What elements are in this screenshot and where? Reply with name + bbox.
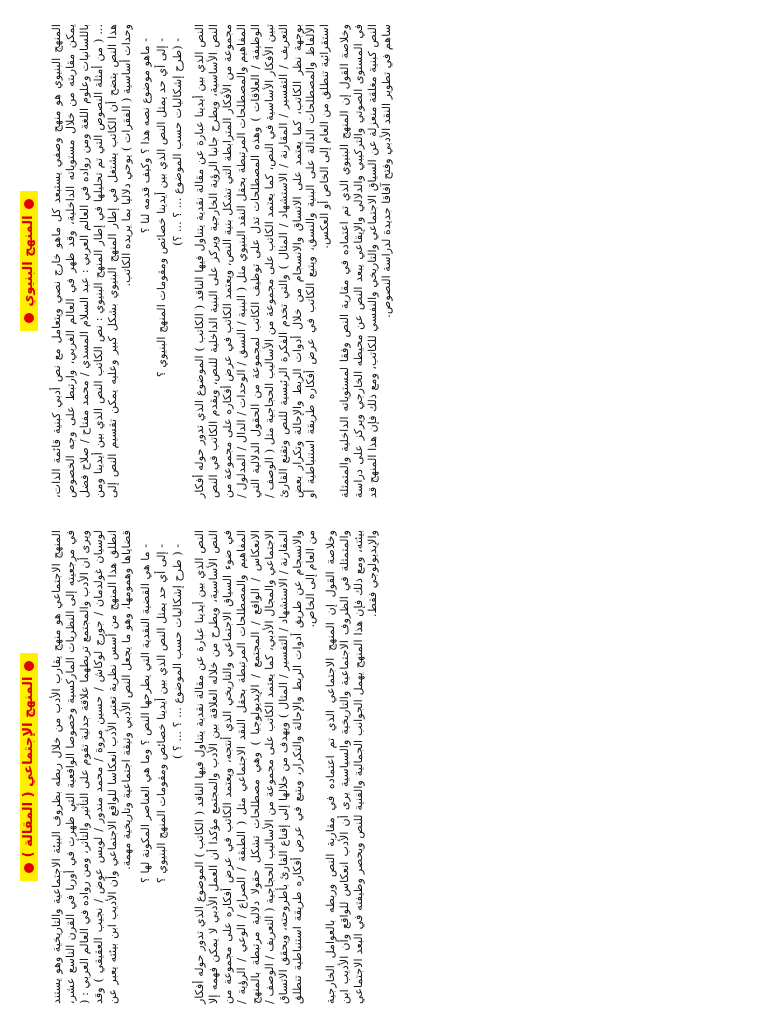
question-line: - ما هي القضية النقدية التي يطرحها النص ؟ وما هي العناصر المكونة لها ؟ (139, 544, 153, 884)
red-bullet-icon (24, 661, 34, 671)
section-banner (20, 653, 39, 882)
red-bullet-icon (24, 863, 34, 873)
section-banner (20, 191, 39, 330)
section-conclusion: وخلاصة القول إن المنهج الاجتماعي الذي تم اعتماده في مقاربة النص وربطه بالعوامل الخارجية والمتمثلة في الظروف الاجتماعية والتاريخية والسياسية يرى أن الأدب انعكاس للواقع وأن الأديب ابن بيئته، ومع ذلك فإن هذا المنهج يهمل الجوانب الجمالية والفنية للنص ويحصر وظيفته في البعد الاجتماعي والإيديولوجي فقط. (324, 530, 380, 1004)
section-intro: المنهج البنيوي هو منهج وصفي يستبعد كل ماهو خارج نصي ويتعامل مع نص أدبي كبنية قائمة الذات، يمكن مقاربته من خلال مستوياته الداخلية، وقد ظهر في العالم الغربي، وارتبط على وجه الخصوص باللسانيات وعلوم اللغة ومن رواده في العالم العربي : عبد السلام المسدي / محمد مفتاح / صلاح فضل ... ( من أمثلة النصوص التي تم تحليلها في إطار المنهج البنيوي : نص الكاتب النص الذي بين أيدينا ومن هذا النص يتضح أن الكاتب يشتغل في إطار المنهج البنيوي بشكل كبير وعليه يمكن تقسيم النص إلى وحدات أساسية ( الفقرات ) يوحي دلاليا بما يريده الكاتب. (50, 24, 133, 498)
section-heading (18, 530, 40, 1004)
question-line: - ( طرح إشكاليات حسب الموضوع ... ؟ ... ؟ ) (171, 544, 185, 759)
red-bullet-icon (24, 199, 34, 209)
question-line: - (طرح إشكاليات حسب الموضوع ... ؟ ... ؟) (171, 38, 185, 246)
structural-approach-column (18, 24, 758, 498)
section-heading (18, 24, 40, 498)
section-conclusion: وخلاصة القول إن المنهج البنيوي الذي تم اعتماده في مقاربة النص وفقا لمستوياته الداخلية والمتمثلة في المستوى الصوتي والتركيبي والدلالي والإيقاعي يبعد النص عن محيطه الخارجي ويركز على دراسة النص كبنية مغلقة منعزلة عن السياق الاجتماعي والتاريخي والنفسي للكاتب، ومع ذلك فإن هذا المنهج قد ساهم في تطوير النقد الأدبي وفتح آفاقا جديدة لدراسة النصوص. (338, 24, 393, 498)
red-bullet-icon (24, 313, 34, 323)
section-intro: المنهج الاجتماعي هو منهج يقارب الأدب من خلال ربطه بظروف البيئة الاجتماعية والتاريخية وهو يستند في مرجعيته إلى النظريات الماركسية وخصوصا الواقعية التي ظهرت في أوربا في القرن التاسع عشر، ويرى أن الأدب والمجتمع تربطهما علاقة جدلية تقوم على التأثير والتأثر، ومن رواده في العالم العربي : ( لوسيان غولدمان / جورج لوكاش / حسين مروة / محمد مندور / لويس عوض / نجيب العقيقي ) وقد انطلق هذا المنهج من أسس نظرية تعتبر الأدب انعكاسا للواقع الاجتماعي وأن الأديب ابن بيئته يعبر عن قضاياها وهمومها، وهو ما يجعل النص الأدبي وثيقة اجتماعية وتاريخية مهمة. (50, 530, 133, 1004)
question-line: - ماهو موضوع نصه هذا ؟ وكيف قدمه لنا ؟ (139, 38, 153, 234)
section-title: المنهج البنيوي (20, 215, 36, 307)
social-approach-column (18, 530, 758, 1004)
question-line: - إلى أي حد يمثل النص الذي بين أيدينا خصائص ومقومات المنهج البنيوي ؟ (155, 544, 169, 884)
section-body: النص الذي بين أيدينا عبارة عن مقالة نقدية يتناول فيها الناقد ( الكاتب ) الموضوع الذي تدور حوله أفكار النص الأساسية، ويطرح جانبا الرؤية الخارجية ويركز على البنية الداخلية للنص، ويقدم الكاتب في النص مجموعة من الأفكار المترابطة التي تشكل بنية النص، ويعتمد الكاتب في عرض أفكاره على مجموعة من المفاهيم والمصطلحات المرتبطة بحقل النقد البنيوي مثل ( البنية / النسق / الوحدات / الدال / المدلول / الوظيفة / العلاقات ) وهذه المصطلحات تدل على توظيف الكاتب لمجموعة من الحقول الدلالية التي تبين الأفكار الأساسية في النص، كما يعتمد الكاتب على مجموعة من الأساليب الحجاجية مثل ( الوصف / التعريف / التفسير / المقارنة / الاستشهاد / المثال ) والتي تخدم الفكرة الرئيسية للنص وتقنع القارئ بوجهة نظر الكاتب، كما يعتمد على الاتساق والانسجام من خلال أدوات الربط والإحالة وتكرار بعض الألفاظ والمصطلحات الدالة على البنية والنسق، ويتبع الكاتب في عرض أفكاره طريقة استنباطية أو استقرائية تنطلق من العام إلى الخاص أو العكس. (193, 24, 332, 498)
question-line: - إلى أي حد يمثل النص الذي بين أيدينا خصائص ومقومات المنهج البنيوي ؟ (155, 38, 169, 378)
section-body: النص الذي بين أيدينا عبارة عن مقالة نقدية يتناول فيها الناقد ( الكاتب ) الموضوع الذي تدور حوله أفكار النص الأساسية، ويطرح من خلاله العلاقة بين الأدب والمجتمع مؤكدا أن العمل الأدبي لا يمكن فهمه إلا في ضوء السياق الاجتماعي والتاريخي الذي أنتجه، ويعتمد الكاتب في عرض أفكاره على مجموعة من المفاهيم والمصطلحات المرتبطة بحقل النقد الاجتماعي مثل ( الطبقة / الصراع / الوعي / الرؤية / الانعكاس / الواقع / المجتمع / الإيديولوجيا ) وهي مصطلحات تشكل حقولا دلالية مرتبطة بالمنهج الاجتماعي والمجال الأدبي، كما يعتمد الكاتب على مجموعة من الأساليب الحجاجية ( التعريف / الوصف / المقارنة / الاستشهاد / التفسير / المثال ) ويهدف من خلالها إلى إقناع القارئ بأطروحته، ويحقق الاتساق والانسجام عن طريق أدوات الربط والإحالة والتكرار، ويتبع في عرض أفكاره طريقة استنباطية تنطلق من العام إلى الخاص. (193, 530, 318, 1004)
section-title: المنهج الإجتماعي ( المقالة ) (20, 676, 36, 858)
